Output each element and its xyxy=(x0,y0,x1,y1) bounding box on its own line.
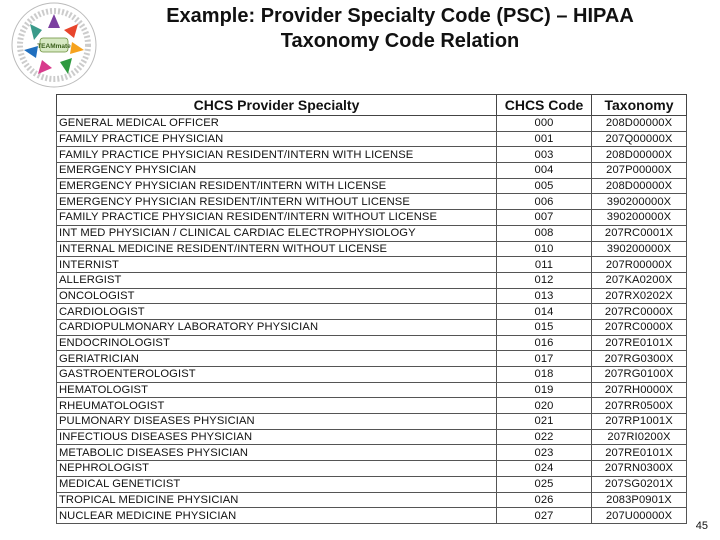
taxonomy-cell: 207KA0200X xyxy=(592,272,687,288)
table-row xyxy=(57,492,687,508)
specialty-cell: MEDICAL GENETICIST xyxy=(57,476,497,492)
specialty-cell: EMERGENCY PHYSICIAN xyxy=(57,163,497,179)
code-cell: 014 xyxy=(497,304,592,320)
code-cell: 027 xyxy=(497,508,592,524)
code-cell: 016 xyxy=(497,335,592,351)
specialty-cell: INTERNIST xyxy=(57,257,497,273)
title-line-1: Example: Provider Specialty Code (PSC) – HIPAA xyxy=(166,5,634,27)
table-row xyxy=(57,508,687,524)
taxonomy-cell: 207RN0300X xyxy=(592,461,687,477)
code-cell: 010 xyxy=(497,241,592,257)
table-row xyxy=(57,461,687,477)
taxonomy-cell: 207R00000X xyxy=(592,257,687,273)
specialty-cell: NUCLEAR MEDICINE PHYSICIAN xyxy=(57,508,497,524)
table-row xyxy=(57,225,687,241)
header-specialty: CHCS Provider Specialty xyxy=(57,95,497,116)
table-row xyxy=(57,194,687,210)
specialty-cell: EMERGENCY PHYSICIAN RESIDENT/INTERN WITH LICENSE xyxy=(57,178,497,194)
code-cell: 017 xyxy=(497,351,592,367)
code-cell: 013 xyxy=(497,288,592,304)
table-row xyxy=(57,398,687,414)
code-cell: 008 xyxy=(497,225,592,241)
specialty-cell: INFECTIOUS DISEASES PHYSICIAN xyxy=(57,429,497,445)
taxonomy-cell: 207RE0101X xyxy=(592,445,687,461)
code-cell: 019 xyxy=(497,382,592,398)
table-row xyxy=(57,476,687,492)
taxonomy-cell: 207Q00000X xyxy=(592,131,687,147)
specialty-cell: EMERGENCY PHYSICIAN RESIDENT/INTERN WITHOUT LICENSE xyxy=(57,194,497,210)
code-cell: 026 xyxy=(497,492,592,508)
taxonomy-cell: 207RP1001X xyxy=(592,414,687,430)
taxonomy-cell: 207RR0500X xyxy=(592,398,687,414)
table-row xyxy=(57,147,687,163)
taxonomy-cell: 207RC0001X xyxy=(592,225,687,241)
code-cell: 021 xyxy=(497,414,592,430)
table-row xyxy=(57,304,687,320)
taxonomy-cell: 208D00000X xyxy=(592,178,687,194)
table-row xyxy=(57,178,687,194)
specialty-cell: PULMONARY DISEASES PHYSICIAN xyxy=(57,414,497,430)
taxonomy-cell: 207RE0101X xyxy=(592,335,687,351)
specialty-cell: INTERNAL MEDICINE RESIDENT/INTERN WITHOUT LICENSE xyxy=(57,241,497,257)
specialty-cell: GERIATRICIAN xyxy=(57,351,497,367)
taxonomy-cell: 207U00000X xyxy=(592,508,687,524)
table-row xyxy=(57,272,687,288)
specialty-cell: INT MED PHYSICIAN / CLINICAL CARDIAC ELECTROPHYSIOLOGY xyxy=(57,225,497,241)
specialty-cell: FAMILY PRACTICE PHYSICIAN RESIDENT/INTERN WITH LICENSE xyxy=(57,147,497,163)
table-row xyxy=(57,351,687,367)
specialty-cell: GASTROENTEROLOGIST xyxy=(57,367,497,383)
title-line-2: Taxonomy Code Relation xyxy=(280,30,520,52)
taxonomy-cell: 207RI0200X xyxy=(592,429,687,445)
specialty-cell: FAMILY PRACTICE PHYSICIAN RESIDENT/INTERN WITHOUT LICENSE xyxy=(57,210,497,226)
taxonomy-cell: 207RC0000X xyxy=(592,319,687,335)
specialty-cell: HEMATOLOGIST xyxy=(57,382,497,398)
specialty-cell: ALLERGIST xyxy=(57,272,497,288)
logo-center-text: TEAMmate xyxy=(37,43,71,50)
taxonomy-cell: 208D00000X xyxy=(592,147,687,163)
table-row xyxy=(57,414,687,430)
table-row xyxy=(57,382,687,398)
specialty-cell: RHEUMATOLOGIST xyxy=(57,398,497,414)
table-row xyxy=(57,367,687,383)
code-cell: 007 xyxy=(497,210,592,226)
taxonomy-cell: 207RG0300X xyxy=(592,351,687,367)
header-code: CHCS Code xyxy=(497,95,592,116)
table-row xyxy=(57,335,687,351)
code-cell: 000 xyxy=(497,116,592,132)
code-cell: 004 xyxy=(497,163,592,179)
code-cell: 011 xyxy=(497,257,592,273)
code-cell: 024 xyxy=(497,461,592,477)
table-row xyxy=(57,210,687,226)
table-row xyxy=(57,257,687,273)
specialty-cell: CARDIOPULMONARY LABORATORY PHYSICIAN xyxy=(57,319,497,335)
slide-title xyxy=(110,4,690,54)
table-row xyxy=(57,319,687,335)
specialty-cell: ONCOLOGIST xyxy=(57,288,497,304)
code-cell: 006 xyxy=(497,194,592,210)
specialty-table-container xyxy=(56,94,686,522)
taxonomy-cell: 2083P0901X xyxy=(592,492,687,508)
code-cell: 022 xyxy=(497,429,592,445)
code-cell: 025 xyxy=(497,476,592,492)
taxonomy-cell: 208D00000X xyxy=(592,116,687,132)
code-cell: 005 xyxy=(497,178,592,194)
specialty-cell: GENERAL MEDICAL OFFICER xyxy=(57,116,497,132)
code-cell: 023 xyxy=(497,445,592,461)
header-taxonomy: Taxonomy xyxy=(592,95,687,116)
code-cell: 003 xyxy=(497,147,592,163)
specialty-taxonomy-table xyxy=(56,94,687,524)
taxonomy-cell: 207SG0201X xyxy=(592,476,687,492)
specialty-cell: TROPICAL MEDICINE PHYSICIAN xyxy=(57,492,497,508)
specialty-cell: FAMILY PRACTICE PHYSICIAN xyxy=(57,131,497,147)
table-row xyxy=(57,445,687,461)
conference-logo xyxy=(2,0,106,90)
code-cell: 015 xyxy=(497,319,592,335)
taxonomy-cell: 390200000X xyxy=(592,194,687,210)
code-cell: 018 xyxy=(497,367,592,383)
table-row xyxy=(57,116,687,132)
table-row xyxy=(57,163,687,179)
taxonomy-cell: 207RC0000X xyxy=(592,304,687,320)
specialty-cell: METABOLIC DISEASES PHYSICIAN xyxy=(57,445,497,461)
code-cell: 012 xyxy=(497,272,592,288)
code-cell: 001 xyxy=(497,131,592,147)
table-row xyxy=(57,131,687,147)
taxonomy-cell: 207RX0202X xyxy=(592,288,687,304)
specialty-cell: NEPHROLOGIST xyxy=(57,461,497,477)
table-row xyxy=(57,288,687,304)
taxonomy-cell: 207P00000X xyxy=(592,163,687,179)
table-body xyxy=(57,116,687,524)
table-row xyxy=(57,241,687,257)
page-number: 45 xyxy=(695,520,708,532)
table-row xyxy=(57,429,687,445)
specialty-cell: ENDOCRINOLOGIST xyxy=(57,335,497,351)
specialty-cell: CARDIOLOGIST xyxy=(57,304,497,320)
taxonomy-cell: 390200000X xyxy=(592,210,687,226)
code-cell: 020 xyxy=(497,398,592,414)
taxonomy-cell: 390200000X xyxy=(592,241,687,257)
taxonomy-cell: 207RG0100X xyxy=(592,367,687,383)
taxonomy-cell: 207RH0000X xyxy=(592,382,687,398)
table-header-row xyxy=(57,95,687,116)
